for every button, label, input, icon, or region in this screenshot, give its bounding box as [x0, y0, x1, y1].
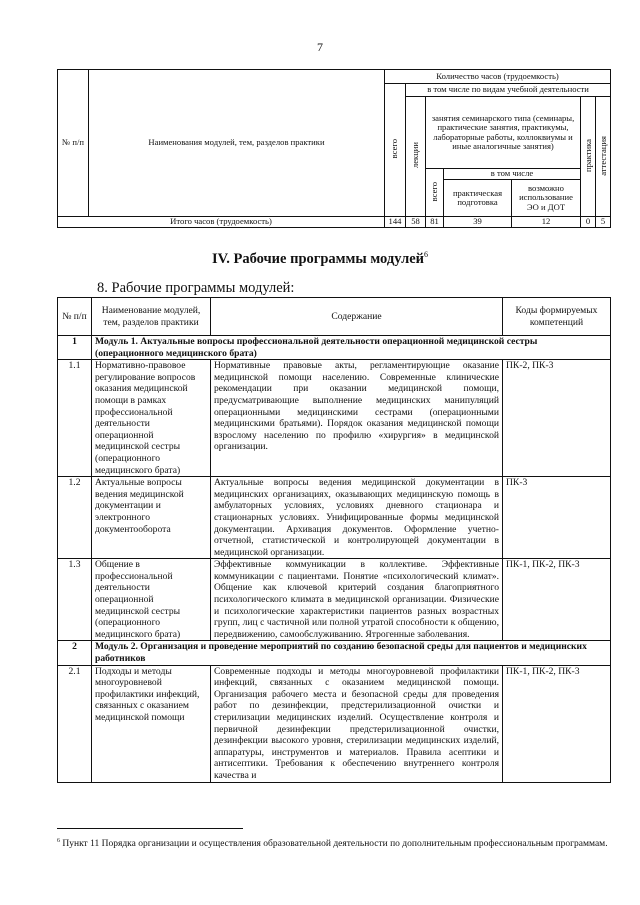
- hours-header-including: в том числе: [444, 169, 581, 180]
- row-num: 2.1: [58, 665, 92, 782]
- programs-header-content: Содержание: [211, 298, 503, 336]
- footnote-divider: [57, 828, 243, 829]
- table-row: [58, 360, 611, 477]
- hours-header-lectures: лекции: [406, 97, 426, 217]
- hours-header-num: № п/п: [58, 70, 89, 217]
- hours-table: [57, 69, 611, 228]
- total-lectures: 58: [406, 217, 426, 228]
- hours-header-practical: практическая подготовка: [444, 180, 512, 217]
- row-num: 1.2: [58, 477, 92, 559]
- module-title: Модуль 2. Организация и проведение мероприятий по созданию безопасной среды для пациентов и медицинских работников: [92, 641, 611, 665]
- total-practical: 39: [444, 217, 512, 228]
- hours-header-eo-dot: возможно использование ЭО и ДОТ: [512, 180, 581, 217]
- row-name: Нормативно-правовое регулирование вопросов оказания медицинской помощи в рамках профессиональной деятельности операционной медицинской сестры (операционного медицинского брата): [92, 360, 211, 477]
- programs-table: [57, 297, 611, 783]
- programs-header-num: № п/п: [58, 298, 92, 336]
- row-name: Подходы и методы многоуровневой профилактики инфекций, связанных с оказанием медицинской помощи: [92, 665, 211, 782]
- row-codes: ПК-1, ПК-2, ПК-3: [503, 559, 611, 641]
- module-num: 1: [58, 336, 92, 360]
- programs-header-codes: Коды формируемых компетенций: [503, 298, 611, 336]
- hours-total-row: [58, 217, 611, 228]
- row-codes: ПК-2, ПК-3: [503, 360, 611, 477]
- total-attestation: 5: [596, 217, 611, 228]
- module-num: 2: [58, 641, 92, 665]
- total-practice: 0: [581, 217, 596, 228]
- footnote-text: Пункт 11 Порядка организации и осуществления образовательной деятельности по дополнительным профессиональным программам.: [62, 839, 608, 850]
- module-row: [58, 641, 611, 665]
- row-codes: ПК-3: [503, 477, 611, 559]
- hours-header-attestation: аттестация: [596, 97, 611, 217]
- row-name: Общение в профессиональной деятельности операционной медицинской сестры (операционного медицинского брата): [92, 559, 211, 641]
- page-number: 7: [317, 40, 323, 54]
- programs-header-name: Наименование модулей, тем, разделов практики: [92, 298, 211, 336]
- row-num: 1.3: [58, 559, 92, 641]
- footnote-mark: 6: [57, 838, 60, 844]
- row-content: Эффективные коммуникации в коллективе. Эффективные коммуникации с пациентами. Понятие «психологический климат». Общение как ключевой критерий создания благоприятного психологического климата в медицинской организации. Физические и психологические характеристики пациентов разных возрастных групп, лиц с частичной или полной утратой способности к общению, передвижению, самообслуживанию. Ятрогенные заболевания.: [211, 559, 503, 641]
- table-row: [58, 665, 611, 782]
- total-label: Итого часов (трудоемкость): [58, 217, 385, 228]
- total-eo-dot: 12: [512, 217, 581, 228]
- hours-header-total: всего: [385, 84, 406, 217]
- module-title: Модуль 1. Актуальные вопросы профессиональной деятельности операционной медицинской сестры (операционного медицинского брата): [92, 336, 611, 360]
- total-hours: 144: [385, 217, 406, 228]
- row-num: 1.1: [58, 360, 92, 477]
- total-seminar: 81: [426, 217, 444, 228]
- row-name: Актуальные вопросы ведения медицинской документации и электронного документооборота: [92, 477, 211, 559]
- table-row: [58, 559, 611, 641]
- row-content: Нормативные правовые акты, регламентирующие оказание медицинской помощи населению. Современные клинические рекомендации при оказании медицинской помощи, предусматривающие выполнение медицинских манипуляций операционными медицинскими сестрами (операционными медицинскими братьями). Порядок оказания медицинской помощи взрослому населению по профилю «хирургия» в медицинской организации.: [211, 360, 503, 477]
- row-content: Актуальные вопросы ведения медицинской документации в медицинских организациях, оказывающих медицинскую помощь в амбулаторных условиях, условиях дневного стационара и стационарных условиях. Унифицированные формы медицинской документации. Архивация документов. Оформление учетно-отчетной, статистической и контролирующей документации в медицинской организации.: [211, 477, 503, 559]
- subsection-title: 8. Рабочие программы модулей:: [97, 280, 295, 296]
- row-content: Современные подходы и методы многоуровневой профилактики инфекций, связанных с оказанием медицинской помощи. Организация рабочего места и безопасной среды для проведения работ по дезинфекции, предстерилизационной очистки и стерилизации медицинских изделий. Осуществление контроля и первичной дезинфекции предстерилизационной очистки, дезинфекции высокого уровня, стерилизации медицинских изделий, аппаратуры, инструментов и материалов. Правила асептики и антисептики. Требования к обеспечению внутреннего контроля качества и: [211, 665, 503, 782]
- hours-header-seminar: занятия семинарского типа (семинары, практические занятия, практикумы, лабораторные работы, коллоквиумы и иные аналогичные занятия): [426, 97, 581, 169]
- hours-header-hours: Количество часов (трудоемкость): [385, 70, 611, 84]
- footnote: [57, 838, 610, 851]
- row-codes: ПК-1, ПК-2, ПК-3: [503, 665, 611, 782]
- footnote-ref: 6: [424, 250, 429, 259]
- hours-header-name: Наименования модулей, тем, разделов практики: [89, 70, 385, 217]
- hours-header-practice: практика: [581, 97, 596, 217]
- hours-header-seminar-total: всего: [426, 169, 444, 217]
- table-row: [58, 477, 611, 559]
- section-title: IV. Рабочие программы модулей$^6$: [211, 250, 429, 267]
- module-row: [58, 336, 611, 360]
- hours-header-by-type: в том числе по видам учебной деятельности: [406, 84, 611, 97]
